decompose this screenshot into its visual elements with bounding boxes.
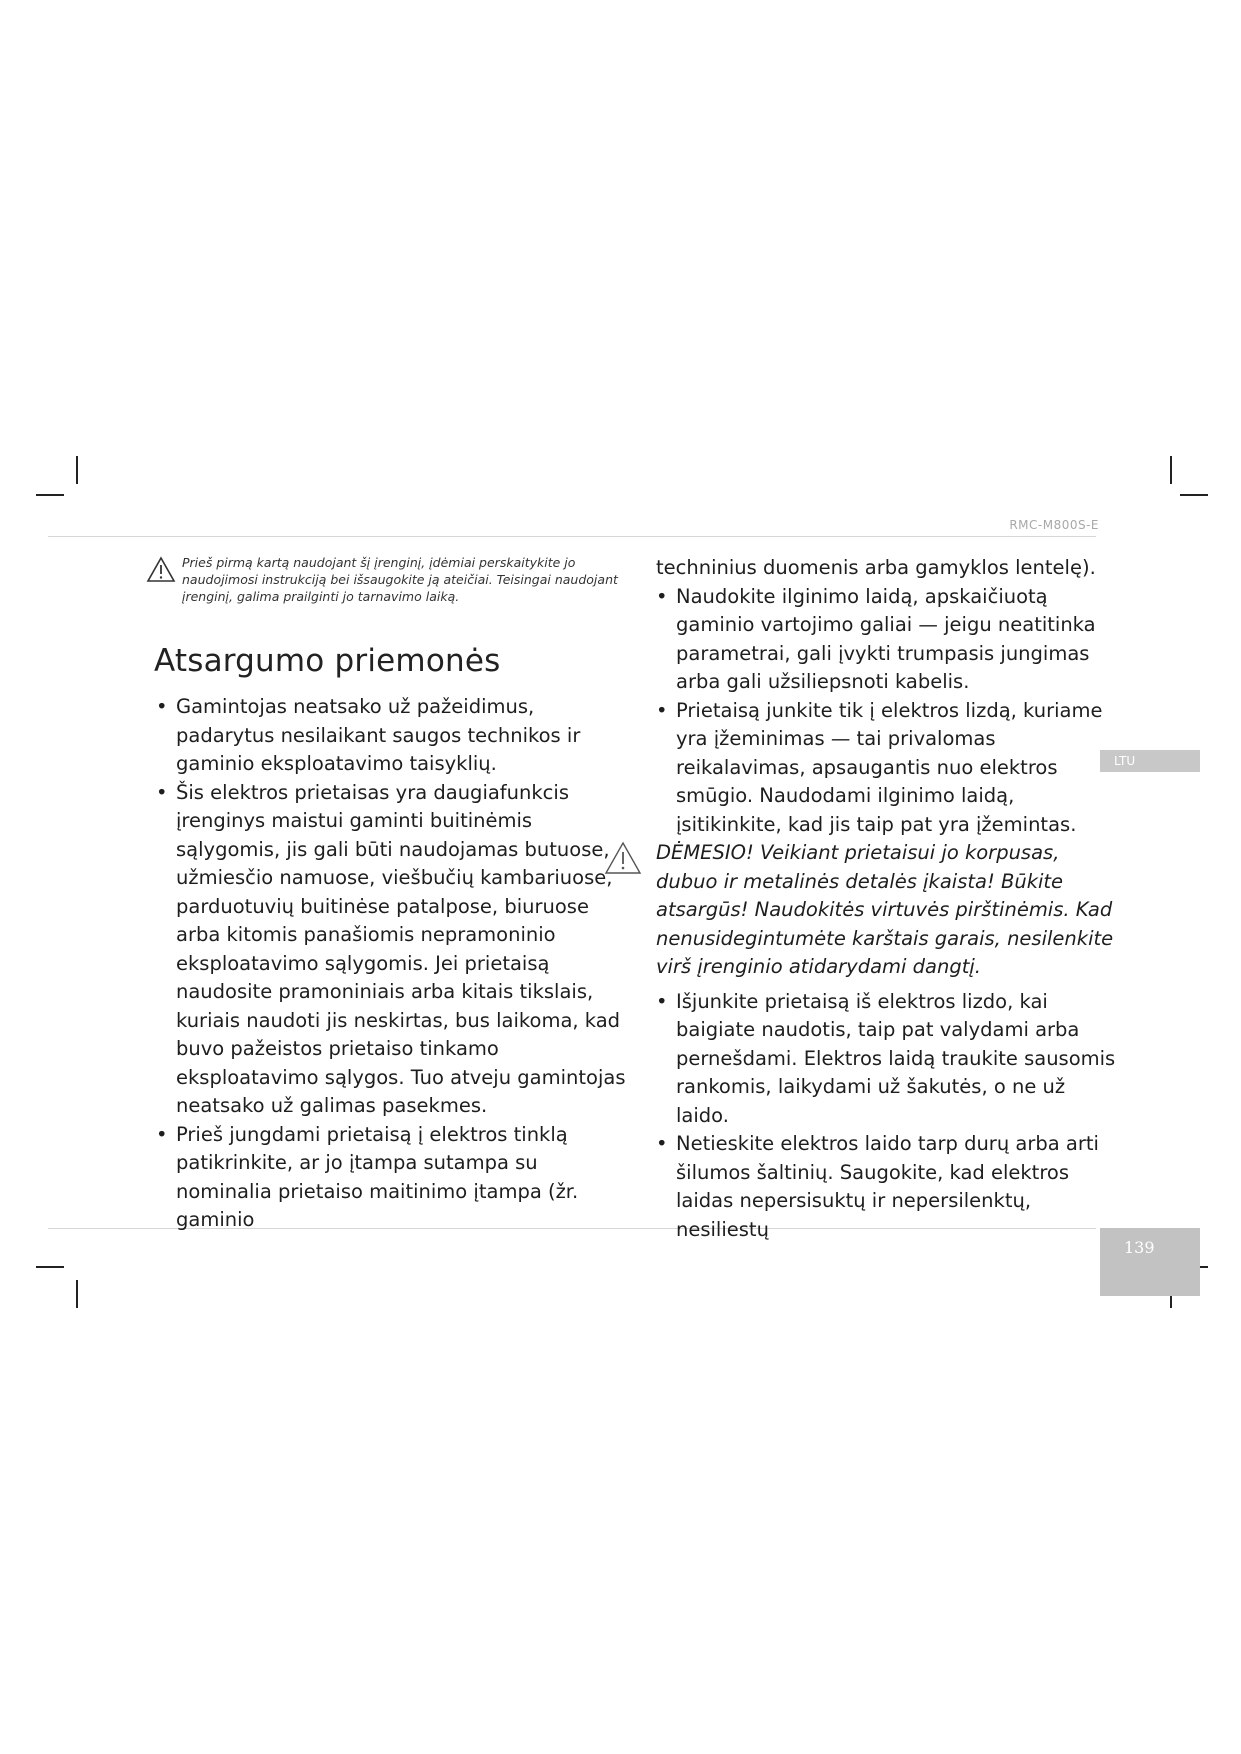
- section-heading: Atsargumo priemonės: [154, 643, 501, 679]
- intro-note-text: Prieš pirmą kartą naudojant šį įrenginį, įdėmiai perskaitykite jo naudojimosi instrukciją bei išsaugokite ją ateičiai. Teisingai naudojant įrenginį, galima prailginti jo tarnavimo laiką.: [182, 555, 618, 604]
- crop-mark: [36, 494, 64, 496]
- list-item: • Prietaisą junkite tik į elektros lizdą, kuriame yra įžeminimas — tai privalomas reikalavimas, apsaugantis nuo elektros smūgio. Naudodami ilginimo laidą, įsitikinkite, kad jis taip pat yra įžemintas.: [646, 697, 1116, 840]
- list-item: • Naudokite ilginimo laidą, apskaičiuotą gaminio vartojimo galiai — jeigu neatitinka parametrai, gali įvykti trumpasis jungimas arba gali užsiliepsnoti kabelis.: [646, 583, 1116, 697]
- caution-note: [646, 839, 1116, 982]
- right-bullet-list-b: [646, 988, 1116, 1245]
- right-bullet-list-a: [646, 583, 1116, 840]
- warning-triangle-icon: [146, 556, 176, 583]
- header-rule: [48, 536, 1096, 537]
- list-item: • Šis elektros prietaisas yra daugiafunkcis įrenginys maistui gaminti buitinėmis sąlygomis, jis gali būti naudojamas butuose, užmiesčio namuose, viešbučių kambariuose, parduotuvių buitinėse patalpose, biuruose arba kitomis panašiomis nepramoninio eksploatavimo sąlygomis. Jei prietaisą naudosite pramoniniais arba kitais tikslais, kuriais naudoti jis neskirtas, bus laikoma, kad buvo pažeistos prietaiso tinkamo eksploatavimo sąlygos. Tuo atveju gamintojas neatsako už galimas pasekmes.: [146, 779, 626, 1121]
- intro-note: [146, 554, 626, 605]
- crop-mark: [36, 1266, 64, 1268]
- page-number: 139: [1124, 1238, 1155, 1257]
- warning-triangle-icon: [604, 841, 642, 875]
- list-item: • Netieskite elektros laido tarp durų arba arti šilumos šaltinių. Saugokite, kad elektros laidas nepersisuktų ir nepersilenktų, nesiliestų: [646, 1130, 1116, 1244]
- left-column: [146, 554, 626, 1235]
- left-bullet-list: [146, 693, 626, 1235]
- list-item: • Prieš jungdami prietaisą į elektros tinklą patikrinkite, ar jo įtampa sutampa su nominalia prietaiso maitinimo įtampa (žr. gaminio: [146, 1121, 626, 1235]
- right-column: [646, 554, 1116, 1244]
- caution-text: DĖMESIO! Veikiant prietaisui jo korpusas, dubuo ir metalinės detalės įkaista! Būkite atsargūs! Naudokitės virtuvės pirštinėmis. Kad nenusidegintumėte karštais garais, nesilenkite virš įrenginio atidarydami dangtį.: [656, 841, 1114, 978]
- crop-mark: [1180, 494, 1208, 496]
- language-tab: LTU: [1100, 750, 1200, 772]
- continued-text: techninius duomenis arba gamyklos lentelę).: [656, 556, 1096, 579]
- crop-mark: [76, 456, 78, 484]
- crop-mark: [1170, 456, 1172, 484]
- list-item: • Išjunkite prietaisą iš elektros lizdo, kai baigiate naudotis, taip pat valydami arba pernešdami. Elektros laidą traukite sausomis rankomis, laikydami už šakutės, o ne už laido.: [646, 988, 1116, 1131]
- crop-mark: [76, 1280, 78, 1308]
- model-number: RMC-M800S-E: [1009, 518, 1099, 532]
- list-item: • Gamintojas neatsako už pažeidimus, padarytus nesilaikant saugos technikos ir gaminio eksploatavimo taisyklių.: [146, 693, 626, 779]
